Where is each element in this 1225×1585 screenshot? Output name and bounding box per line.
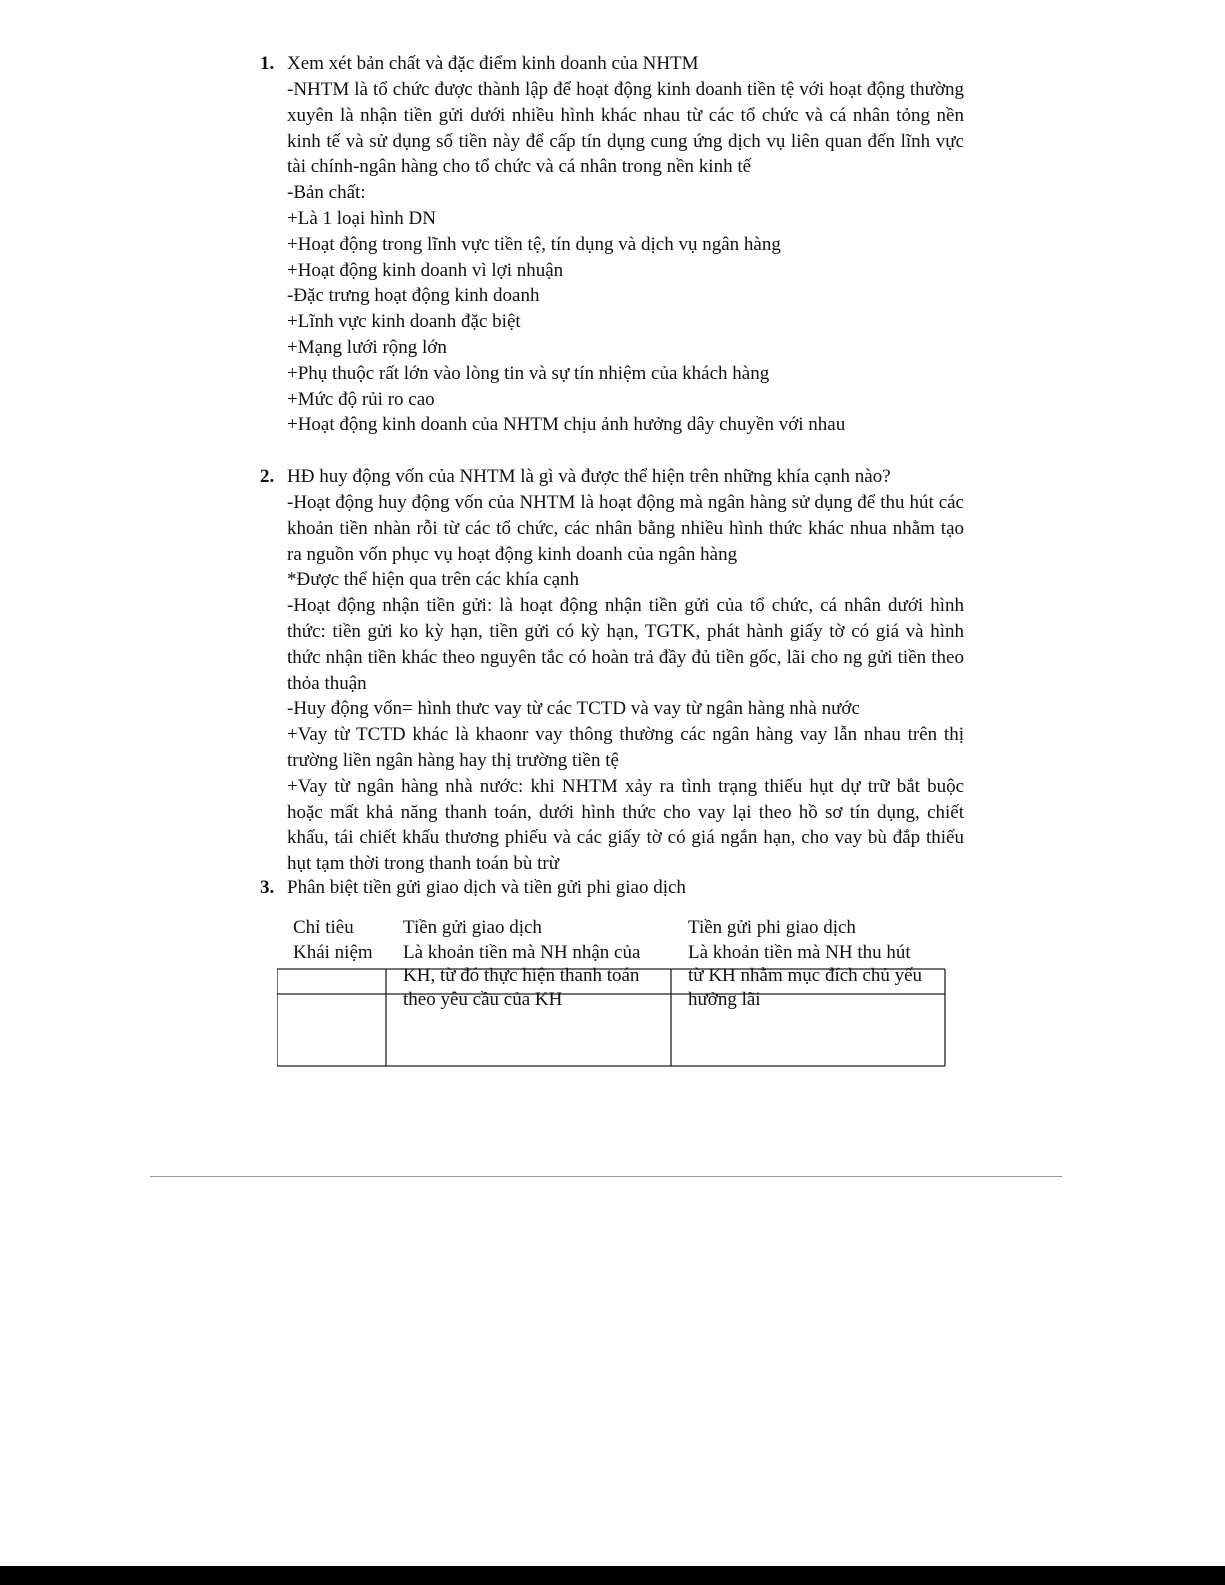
section-heading: HĐ huy động vốn của NHTM là gì và được thể hiện trên những khía cạnh nào? bbox=[287, 466, 891, 487]
paragraph: +Hoạt động kinh doanh vì lợi nhuận bbox=[287, 259, 564, 281]
page-separator bbox=[150, 1176, 1062, 1177]
section-number: 2. bbox=[260, 466, 275, 487]
table-cell-line: hưởng lãi bbox=[688, 989, 761, 1010]
table-header-transaction: Tiền gửi giao dịch bbox=[403, 917, 542, 938]
paragraph: *Được thể hiện qua trên các khía cạnh bbox=[287, 569, 580, 591]
paragraph: +Mạng lưới rộng lớn bbox=[287, 336, 447, 358]
page-bottom-bar bbox=[0, 1566, 1225, 1585]
paragraph: +Phụ thuộc rất lớn vào lòng tin và sự tín nhiệm của khách hàng bbox=[287, 362, 770, 384]
table-header-non-transaction: Tiền gửi phi giao dịch bbox=[688, 917, 856, 938]
comparison-table bbox=[277, 915, 947, 1070]
table-row-label: Khái niệm bbox=[293, 942, 373, 963]
section-number: 3. bbox=[260, 877, 275, 898]
paragraph: -Đặc trưng hoạt động kinh doanh bbox=[287, 285, 540, 307]
table-cell-line: từ KH nhằm mục đích chủ yếu bbox=[688, 965, 923, 986]
section-body bbox=[287, 77, 964, 438]
table-cell-line: theo yêu cầu của KH bbox=[403, 989, 563, 1010]
paragraph: -Huy động vốn= hình thưc vay từ các TCTD và vay từ ngân hàng nhà nước bbox=[287, 698, 860, 720]
paragraph: +Là 1 loại hình DN bbox=[287, 207, 436, 229]
paragraph: +Hoạt động kinh doanh của NHTM chịu ảnh hưởng dây chuyền với nhau bbox=[287, 414, 846, 436]
paragraph: -Hoạt động nhận tiền gửi: là hoạt động nhận tiền gửi của tổ chức, cá nhân dưới hình thức: tiền gửi ko kỳ hạn, tiền gửi có kỳ hạn, TGTK, phát hành giấy tờ có giá và hình thức nhận tiền khác theo nguyên tắc có hoàn trả đầy đủ tiền gốc, lãi cho ng gửi tiền theo thỏa thuận bbox=[287, 595, 964, 694]
section-heading: Phân biệt tiền gửi giao dịch và tiền gửi phi giao dịch bbox=[287, 877, 686, 898]
paragraph: +Vay từ TCTD khác là khaonr vay thông thường các ngân hàng vay lẫn nhau trên thị trường liền ngân hàng hay thị trường tiền tệ bbox=[287, 724, 964, 771]
table-cell-line: Là khoản tiền mà NH thu hút bbox=[688, 942, 911, 963]
paragraph: +Hoạt động trong lĩnh vực tiền tệ, tín dụng và dịch vụ ngân hàng bbox=[287, 233, 781, 255]
table-header-criteria: Chỉ tiêu bbox=[293, 917, 354, 938]
table-cell-line: KH, từ đó thực hiện thanh toán bbox=[403, 965, 640, 986]
paragraph: -NHTM là tổ chức được thành lập để hoạt động kinh doanh tiền tệ với hoạt động thường xuyên là nhận tiền gửi dưới nhiều hình khác nhau từ các tổ chức và cá nhân tỏng nền kinh tế và sử dụng số tiền này để cấp tín dụng cung ứng dịch vụ liên quan đến lĩnh vực tài chính-ngân hàng cho tổ chức và cá nhân trong nền kinh tế bbox=[287, 79, 964, 178]
paragraph: +Lĩnh vực kinh doanh đặc biệt bbox=[287, 311, 521, 333]
paragraph: -Hoạt động huy động vốn của NHTM là hoạt động mà ngân hàng sử dụng để thu hút các khoản tiền nhàn rỗi từ các tổ chức, các nhân bằng nhiều hình thức khác nhua nhằm tạo ra nguồn vốn phục vụ hoạt động kinh doanh của ngân hàng bbox=[287, 492, 964, 565]
paragraph: -Bản chất: bbox=[287, 182, 366, 204]
paragraph: +Vay từ ngân hàng nhà nước: khi NHTM xảy ra tình trạng thiếu hụt dự trữ bắt buộc hoặc mất khả năng thanh toán, dưới hình thức cho vay lại theo hồ sơ tín dụng, chiết khấu, tái chiết khấu thương phiếu và các giấy tờ có giá ngắn hạn, cho vay bù đắp thiếu hụt tạm thời trong thanh toán bù trừ bbox=[287, 775, 964, 875]
paragraph: +Mức độ rủi ro cao bbox=[287, 388, 435, 410]
section-body bbox=[287, 490, 964, 877]
section-heading: Xem xét bản chất và đặc điểm kinh doanh của NHTM bbox=[287, 53, 699, 74]
table-cell-line: Là khoản tiền mà NH nhận của bbox=[403, 942, 641, 963]
section-number: 1. bbox=[260, 53, 275, 74]
